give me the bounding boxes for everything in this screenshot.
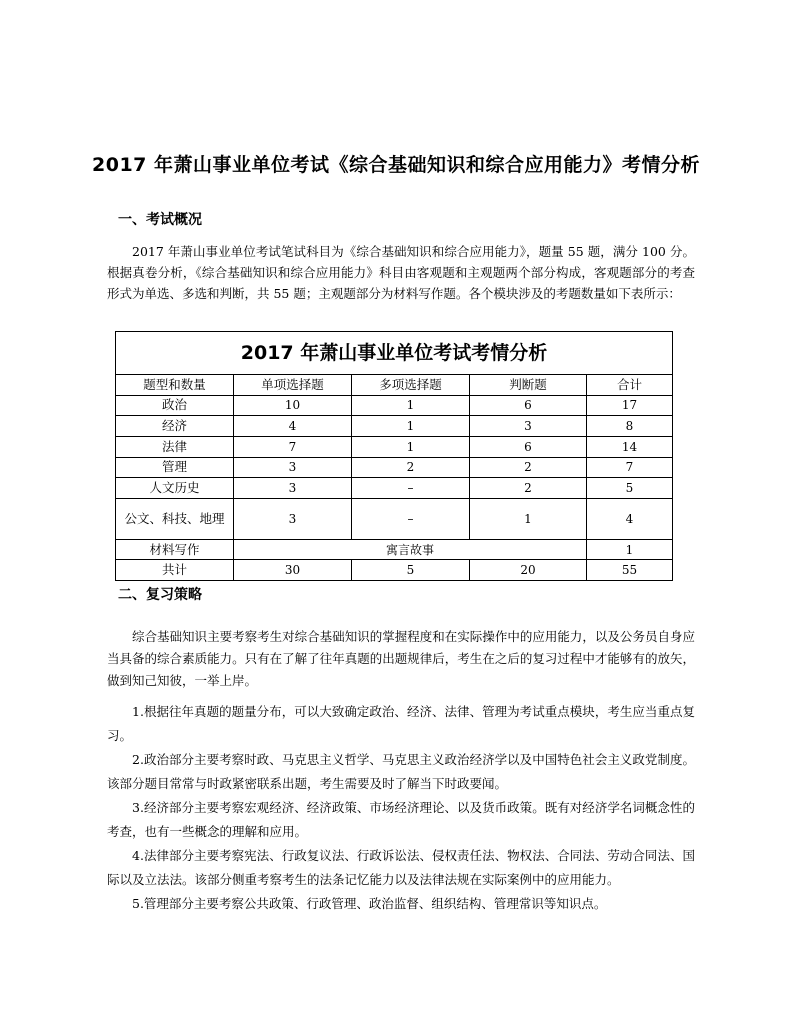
strategy-point: 1.根据往年真题的题量分布，可以大致确定政治、经济、法律、管理为考试重点模块，考生应当重点复习。 bbox=[107, 704, 695, 743]
row-label: 管理 bbox=[116, 457, 234, 478]
table-cell: 17 bbox=[587, 395, 673, 416]
table-cell: 2 bbox=[352, 457, 470, 478]
strategy-point: 4.法律部分主要考察宪法、行政复议法、行政诉讼法、侵权责任法、物权法、合同法、劳动合同法、国际以及立法法。该部分侧重考察考生的法条记忆能力以及法律法规在实际案例中的应用能力。 bbox=[107, 848, 695, 887]
table-cell: – bbox=[352, 478, 470, 499]
table-row bbox=[116, 498, 673, 539]
row-label: 经济 bbox=[116, 416, 234, 437]
table-header-row bbox=[116, 375, 673, 396]
exam-analysis-table bbox=[115, 331, 673, 581]
table-cell: 8 bbox=[587, 416, 673, 437]
table-row bbox=[116, 436, 673, 457]
header-cell: 判断题 bbox=[470, 375, 587, 396]
table-cell: 3 bbox=[234, 478, 352, 499]
header-cell: 题型和数量 bbox=[116, 375, 234, 396]
table-cell: 寓言故事 bbox=[234, 539, 587, 560]
table-row-total bbox=[116, 560, 673, 581]
table-cell: 6 bbox=[470, 395, 587, 416]
table-cell: 1 bbox=[587, 539, 673, 560]
table-row bbox=[116, 416, 673, 437]
table-title: 2017 年萧山事业单位考试考情分析 bbox=[116, 332, 673, 375]
row-label: 人文历史 bbox=[116, 478, 234, 499]
table-cell: – bbox=[352, 498, 470, 539]
row-label: 材料写作 bbox=[116, 539, 234, 560]
table-row bbox=[116, 478, 673, 499]
row-label: 共计 bbox=[116, 560, 234, 581]
table-cell: 30 bbox=[234, 560, 352, 581]
header-cell: 合计 bbox=[587, 375, 673, 396]
overview-paragraph: 2017 年萧山事业单位考试笔试科目为《综合基础知识和综合应用能力》，题量 55 题，满分 100 分。根据真卷分析，《综合基础知识和综合应用能力》科目由客观题和主观题两个部分构成，客观题部分的考查形式为单选、多选和判断，共 55 题；主观题部分为材料写作题。各个模块涉及的考题数量如下表所示： bbox=[107, 244, 695, 301]
table-cell: 5 bbox=[352, 560, 470, 581]
table-row bbox=[116, 457, 673, 478]
table-cell: 3 bbox=[470, 416, 587, 437]
row-label: 政治 bbox=[116, 395, 234, 416]
table-cell: 3 bbox=[234, 457, 352, 478]
table-cell: 3 bbox=[234, 498, 352, 539]
table-cell: 5 bbox=[587, 478, 673, 499]
table-cell: 14 bbox=[587, 436, 673, 457]
document-title: 2017 年萧山事业单位考试《综合基础知识和综合应用能力》考情分析 bbox=[92, 154, 700, 176]
table-cell: 55 bbox=[587, 560, 673, 581]
strategy-point: 5.管理部分主要考察公共政策、行政管理、政治监督、组织结构、管理常识等知识点。 bbox=[132, 896, 607, 911]
header-cell: 多项选择题 bbox=[352, 375, 470, 396]
table-row bbox=[116, 395, 673, 416]
table-cell: 7 bbox=[587, 457, 673, 478]
row-label: 公文、科技、地理 bbox=[116, 498, 234, 539]
table-cell: 2 bbox=[470, 457, 587, 478]
section-heading-strategy: 二、复习策略 bbox=[118, 587, 202, 603]
table-cell: 7 bbox=[234, 436, 352, 457]
table-cell: 4 bbox=[234, 416, 352, 437]
table-row-writing bbox=[116, 539, 673, 560]
strategy-point: 2.政治部分主要考察时政、马克思主义哲学、马克思主义政治经济学以及中国特色社会主义政党制度。该部分题目常常与时政紧密联系出题，考生需要及时了解当下时政要闻。 bbox=[107, 752, 695, 791]
strategy-point: 3.经济部分主要考察宏观经济、经济政策、市场经济理论、以及货币政策。既有对经济学名词概念性的考查，也有一些概念的理解和应用。 bbox=[107, 800, 695, 839]
table-cell: 20 bbox=[470, 560, 587, 581]
table-cell: 10 bbox=[234, 395, 352, 416]
table-cell: 1 bbox=[352, 416, 470, 437]
table-cell: 2 bbox=[470, 478, 587, 499]
table-cell: 4 bbox=[587, 498, 673, 539]
table-cell: 1 bbox=[352, 395, 470, 416]
strategy-paragraph: 综合基础知识主要考察考生对综合基础知识的掌握程度和在实际操作中的应用能力，以及公务员自身应当具备的综合素质能力。只有在了解了往年真题的出题规律后，考生在之后的复习过程中才能够有的放矢，做到知己知彼，一举上岸。 bbox=[107, 629, 695, 688]
row-label: 法律 bbox=[116, 436, 234, 457]
table-cell: 1 bbox=[352, 436, 470, 457]
table-cell: 1 bbox=[470, 498, 587, 539]
table-cell: 6 bbox=[470, 436, 587, 457]
header-cell: 单项选择题 bbox=[234, 375, 352, 396]
section-heading-overview: 一、考试概况 bbox=[118, 212, 202, 228]
